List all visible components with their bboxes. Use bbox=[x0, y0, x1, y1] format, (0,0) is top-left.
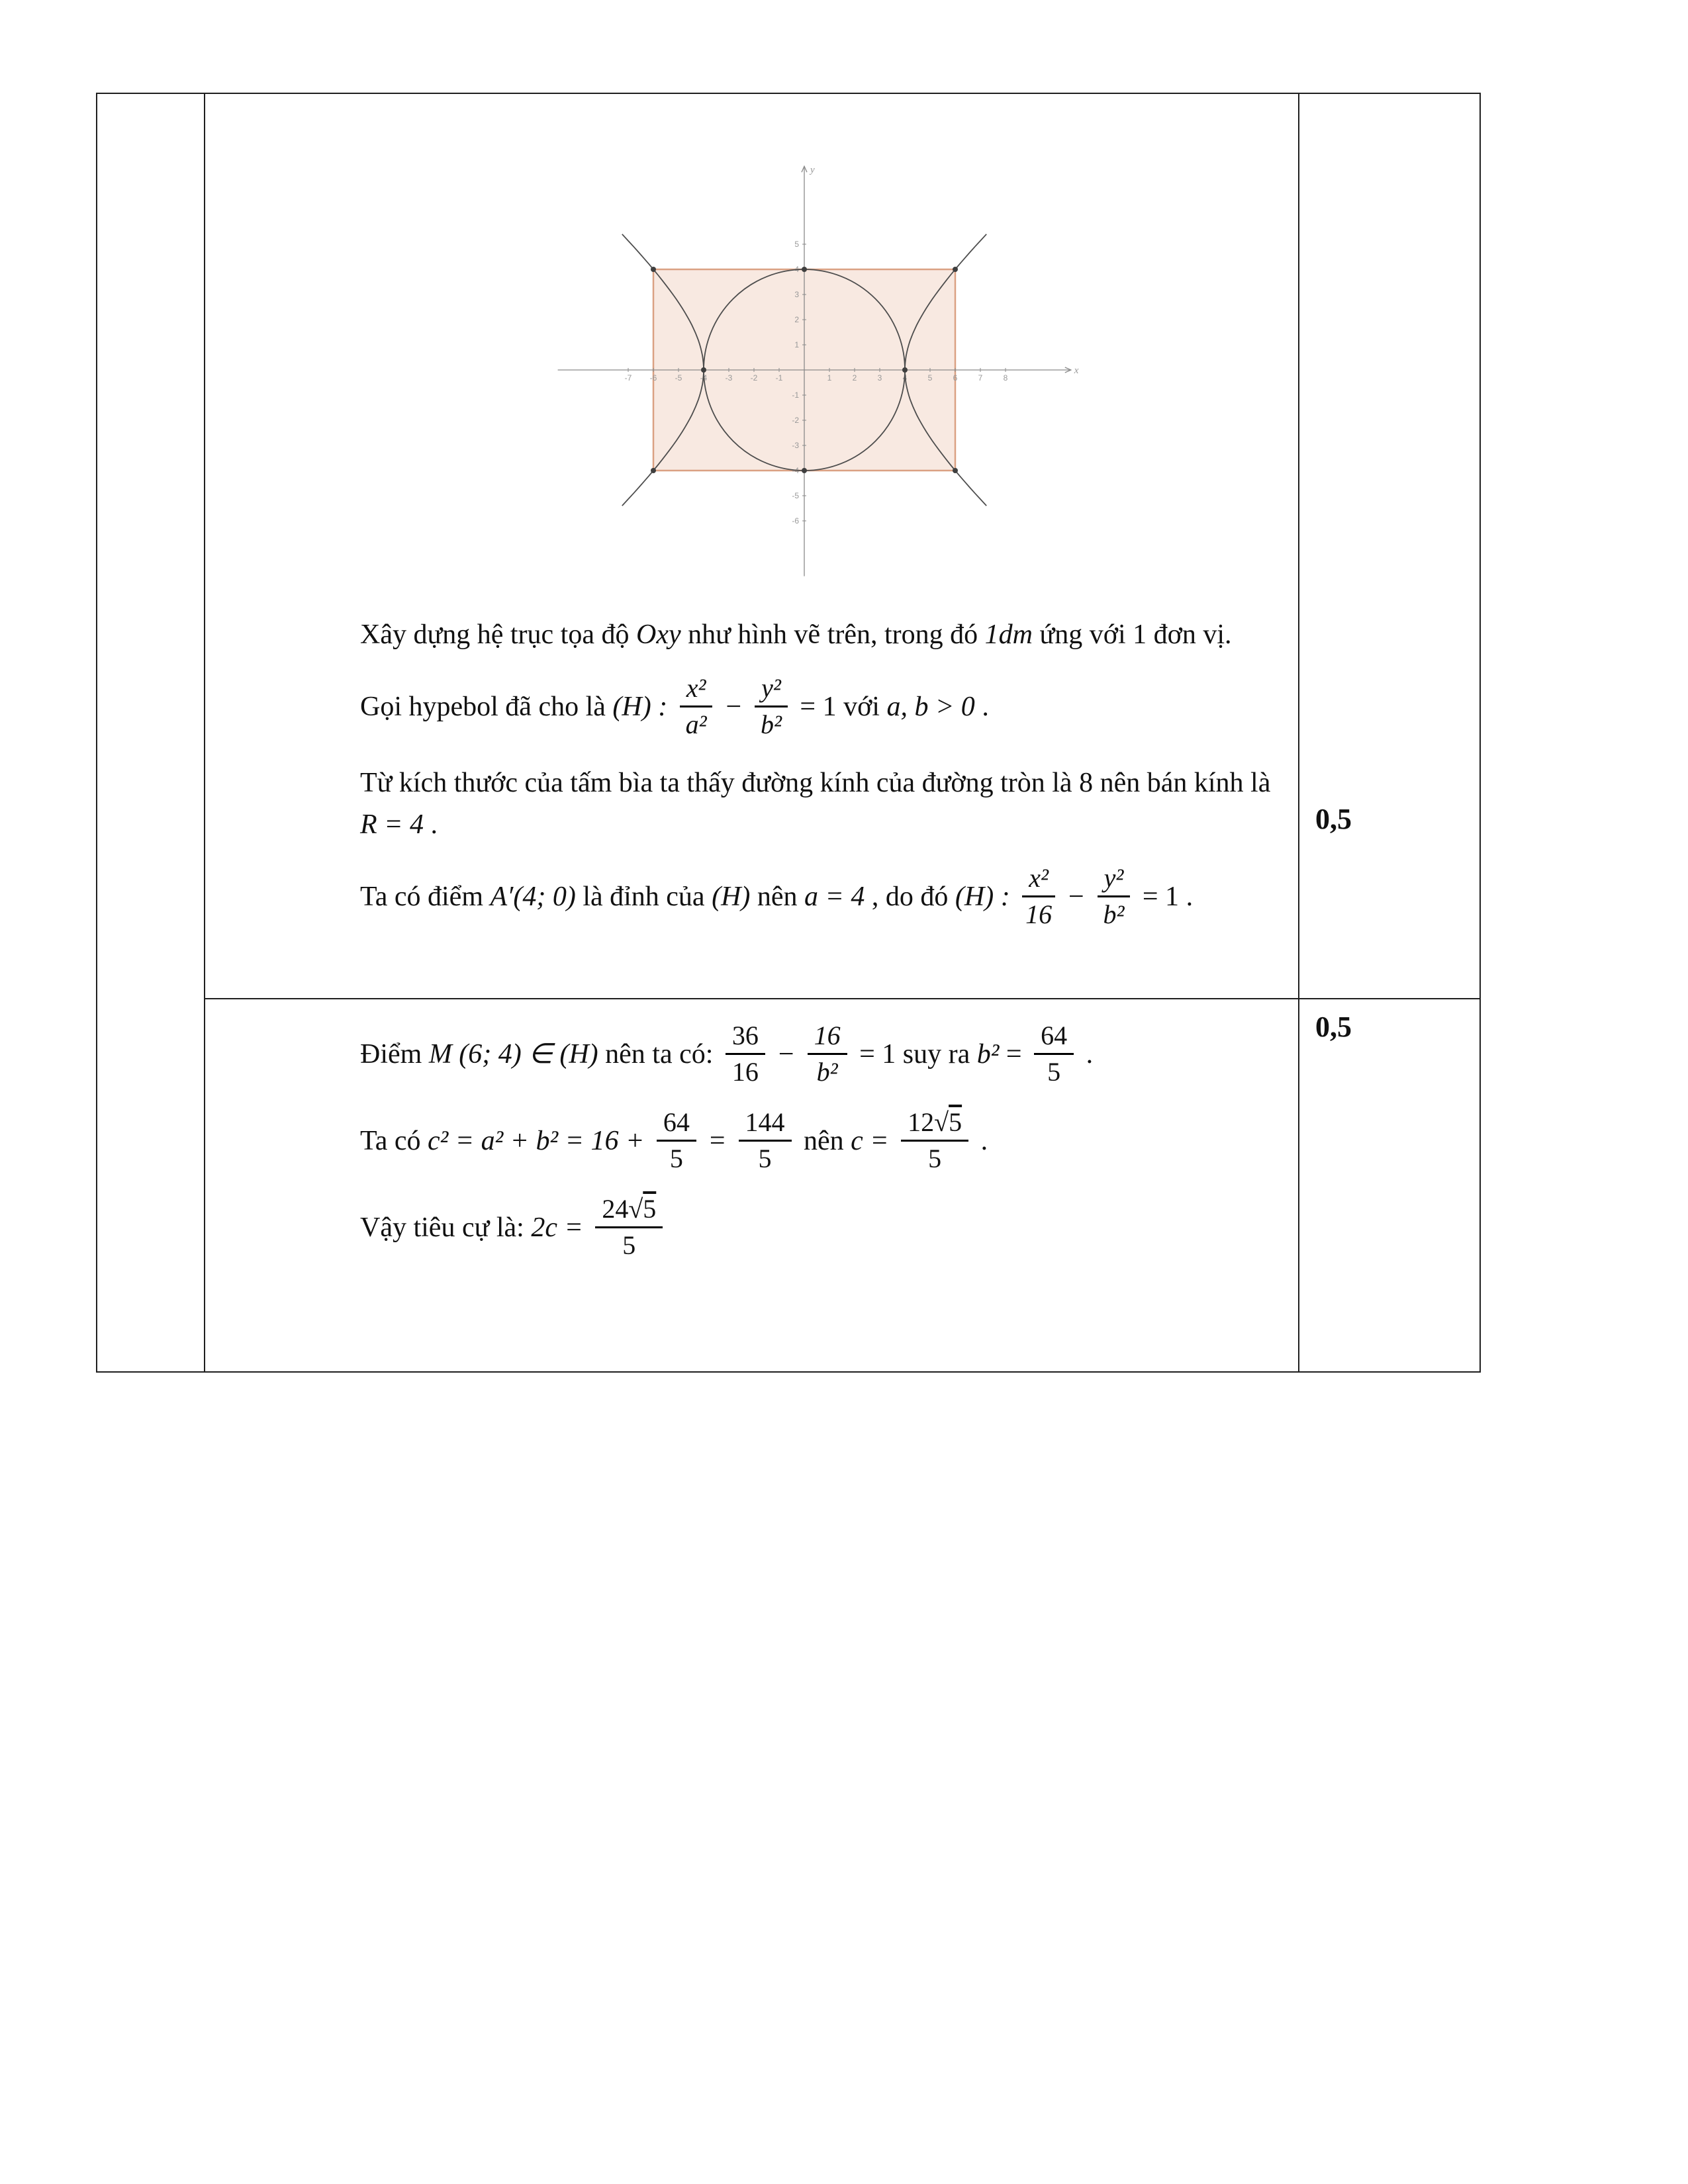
math-run: R = 4 bbox=[360, 809, 424, 840]
fraction bbox=[901, 1107, 968, 1174]
fraction-denominator: 5 bbox=[669, 1144, 683, 1173]
solution-paragraph-5 bbox=[360, 1023, 1278, 1090]
fraction-denominator: 5 bbox=[928, 1144, 942, 1173]
text-run: , do đó bbox=[865, 882, 955, 913]
plot-point bbox=[953, 267, 958, 272]
plot-point bbox=[902, 367, 908, 373]
fraction bbox=[755, 673, 788, 740]
text-run: là đỉnh của bbox=[575, 882, 712, 913]
score-cell-1 bbox=[1299, 94, 1479, 999]
fraction-denominator: 16 bbox=[731, 1057, 759, 1087]
fraction bbox=[680, 673, 713, 740]
math-run: = 1 bbox=[1142, 882, 1180, 913]
math-run: 2c = bbox=[531, 1212, 583, 1244]
text-run: Ta có bbox=[360, 1126, 428, 1157]
fraction-denominator: 5 bbox=[758, 1144, 772, 1173]
text-run: với bbox=[836, 692, 887, 723]
minus-operator: − bbox=[778, 1039, 794, 1070]
sqrt-icon: √ bbox=[934, 1107, 949, 1137]
text-run: Từ kích thước của tấm bìa ta thấy đường kính của đường tròn là 8 nên bán kính là bbox=[360, 768, 1271, 798]
math-run: (H) : bbox=[612, 692, 668, 723]
text-run: Gọi hypebol đã cho là bbox=[360, 692, 613, 723]
fraction bbox=[595, 1194, 663, 1261]
fraction-numerator: 144 bbox=[739, 1107, 792, 1142]
plot-point bbox=[701, 367, 706, 373]
fraction-denominator: 5 bbox=[622, 1230, 636, 1260]
text-run: . bbox=[1179, 882, 1194, 913]
minus-operator: − bbox=[726, 692, 742, 723]
fraction-numerator: x² bbox=[1022, 863, 1055, 897]
coefficient: 24 bbox=[602, 1194, 629, 1224]
radicand: 5 bbox=[643, 1194, 657, 1224]
x-tick-label: 3 bbox=[877, 373, 882, 383]
fraction-numerator: y² bbox=[1098, 863, 1131, 897]
x-tick-label: 4 bbox=[902, 373, 908, 383]
math-run: a, b > 0 bbox=[886, 692, 975, 723]
text-run: nên bbox=[804, 1126, 851, 1157]
fraction bbox=[726, 1021, 765, 1087]
x-tick-label: 2 bbox=[852, 373, 857, 383]
fraction-numerator: 64 bbox=[1034, 1021, 1074, 1055]
coordinate-plot bbox=[543, 155, 1086, 585]
plot-point bbox=[802, 267, 807, 272]
solution-paragraph-4 bbox=[360, 863, 1278, 933]
plot-point bbox=[651, 267, 656, 272]
text-run: ứng với 1 đơn vị. bbox=[1033, 619, 1232, 650]
y-tick-label: 5 bbox=[794, 240, 799, 249]
y-tick-label: 3 bbox=[794, 290, 799, 299]
x-tick-label: 8 bbox=[1003, 373, 1008, 383]
score-value: 0,5 bbox=[1315, 1011, 1352, 1043]
text-run: . bbox=[424, 809, 438, 840]
math-run: = 1 bbox=[859, 1039, 896, 1070]
sqrt-icon: √ bbox=[628, 1194, 643, 1224]
solution-cell-part2 bbox=[205, 999, 1299, 1371]
text-run: Ta có điểm bbox=[360, 882, 491, 913]
x-tick-label: -7 bbox=[624, 373, 632, 383]
score-cell-2 bbox=[1299, 999, 1479, 1371]
math-run: c = bbox=[851, 1126, 889, 1157]
plot-point bbox=[651, 468, 656, 473]
text-run: suy ra bbox=[896, 1039, 977, 1070]
x-tick-label: -3 bbox=[725, 373, 733, 383]
question-number-cell bbox=[97, 94, 205, 1371]
fraction-numerator bbox=[901, 1107, 968, 1142]
math-run: (H) : bbox=[955, 882, 1010, 913]
fraction-numerator: 64 bbox=[657, 1107, 696, 1142]
fraction-denominator: 5 bbox=[1047, 1057, 1061, 1087]
solution-paragraph-7 bbox=[360, 1194, 1278, 1263]
fraction bbox=[1034, 1021, 1074, 1087]
fraction-numerator bbox=[595, 1194, 663, 1228]
solution-cell-part1 bbox=[205, 94, 1299, 999]
x-axis-label: x bbox=[1074, 365, 1079, 376]
x-tick-label: -5 bbox=[675, 373, 682, 383]
coefficient: 12 bbox=[908, 1107, 935, 1137]
fraction-denominator: 16 bbox=[1025, 899, 1053, 929]
fraction bbox=[808, 1021, 847, 1087]
fraction bbox=[1098, 863, 1131, 930]
y-tick-label: 1 bbox=[794, 340, 799, 349]
text-run: như hình vẽ trên, trong đó bbox=[680, 619, 985, 650]
math-run: = bbox=[999, 1039, 1029, 1070]
answer-table bbox=[96, 93, 1481, 1373]
math-run: a = 4 bbox=[804, 882, 865, 913]
text-run: . bbox=[980, 1126, 988, 1157]
fraction bbox=[657, 1107, 696, 1174]
x-tick-label: -6 bbox=[649, 373, 657, 383]
x-tick-label: -1 bbox=[775, 373, 783, 383]
text-run: Điểm bbox=[360, 1039, 429, 1070]
x-tick-label: 7 bbox=[978, 373, 983, 383]
math-run: b² bbox=[976, 1039, 1000, 1070]
figure-container bbox=[543, 155, 1086, 585]
fraction-numerator: 36 bbox=[726, 1021, 765, 1055]
plot-point bbox=[953, 468, 958, 473]
y-tick-label: -3 bbox=[792, 441, 799, 450]
y-axis-label: y bbox=[810, 165, 815, 176]
y-tick-label: -5 bbox=[792, 491, 799, 500]
math-run: 1dm bbox=[984, 619, 1033, 650]
fraction-numerator: x² bbox=[680, 673, 713, 707]
fraction bbox=[1022, 863, 1055, 930]
text-run: . bbox=[974, 692, 989, 723]
y-tick-label: -6 bbox=[792, 516, 799, 525]
solution-paragraph-6 bbox=[360, 1107, 1278, 1177]
fraction-denominator: b² bbox=[1103, 899, 1125, 929]
radicand: 5 bbox=[949, 1107, 962, 1137]
y-tick-label: -4 bbox=[792, 466, 799, 475]
y-tick-label: -1 bbox=[792, 390, 799, 400]
fraction-numerator: 16 bbox=[808, 1021, 847, 1055]
solution-paragraph-3 bbox=[360, 762, 1278, 846]
fraction-denominator: b² bbox=[761, 709, 782, 739]
text-run: nên ta có: bbox=[598, 1039, 720, 1070]
math-run: Oxy bbox=[636, 619, 681, 650]
math-run: = 1 bbox=[800, 692, 837, 723]
y-tick-label: 4 bbox=[794, 265, 799, 274]
text-run: Xây dựng hệ trục tọa độ bbox=[360, 619, 636, 650]
y-tick-label: 2 bbox=[794, 315, 799, 324]
x-tick-label: -2 bbox=[750, 373, 758, 383]
fraction-denominator: b² bbox=[816, 1057, 838, 1087]
solution-paragraph-2 bbox=[360, 673, 1278, 743]
solution-paragraph-1 bbox=[360, 614, 1278, 656]
score-value: 0,5 bbox=[1315, 803, 1352, 835]
math-run: A′(4; 0) bbox=[490, 882, 576, 913]
plot-point bbox=[802, 468, 807, 473]
text-run: . bbox=[1079, 1039, 1094, 1070]
fraction-numerator: y² bbox=[755, 673, 788, 707]
math-run: M (6; 4) ∈ (H) bbox=[428, 1039, 598, 1070]
minus-operator: − bbox=[1068, 882, 1084, 913]
fraction-denominator: a² bbox=[685, 709, 707, 739]
text-run: nên bbox=[750, 882, 805, 913]
x-tick-label: 1 bbox=[827, 373, 832, 383]
math-run: c² = a² + b² = 16 + bbox=[428, 1126, 645, 1157]
y-tick-label: -2 bbox=[792, 416, 799, 425]
fraction bbox=[739, 1107, 792, 1174]
x-tick-label: -4 bbox=[700, 373, 708, 383]
math-run: (H) bbox=[712, 882, 751, 913]
x-tick-label: 5 bbox=[927, 373, 933, 383]
x-tick-label: 6 bbox=[953, 373, 958, 383]
equals-operator: = bbox=[709, 1126, 726, 1157]
text-run: Vậy tiêu cự là: bbox=[360, 1212, 532, 1244]
